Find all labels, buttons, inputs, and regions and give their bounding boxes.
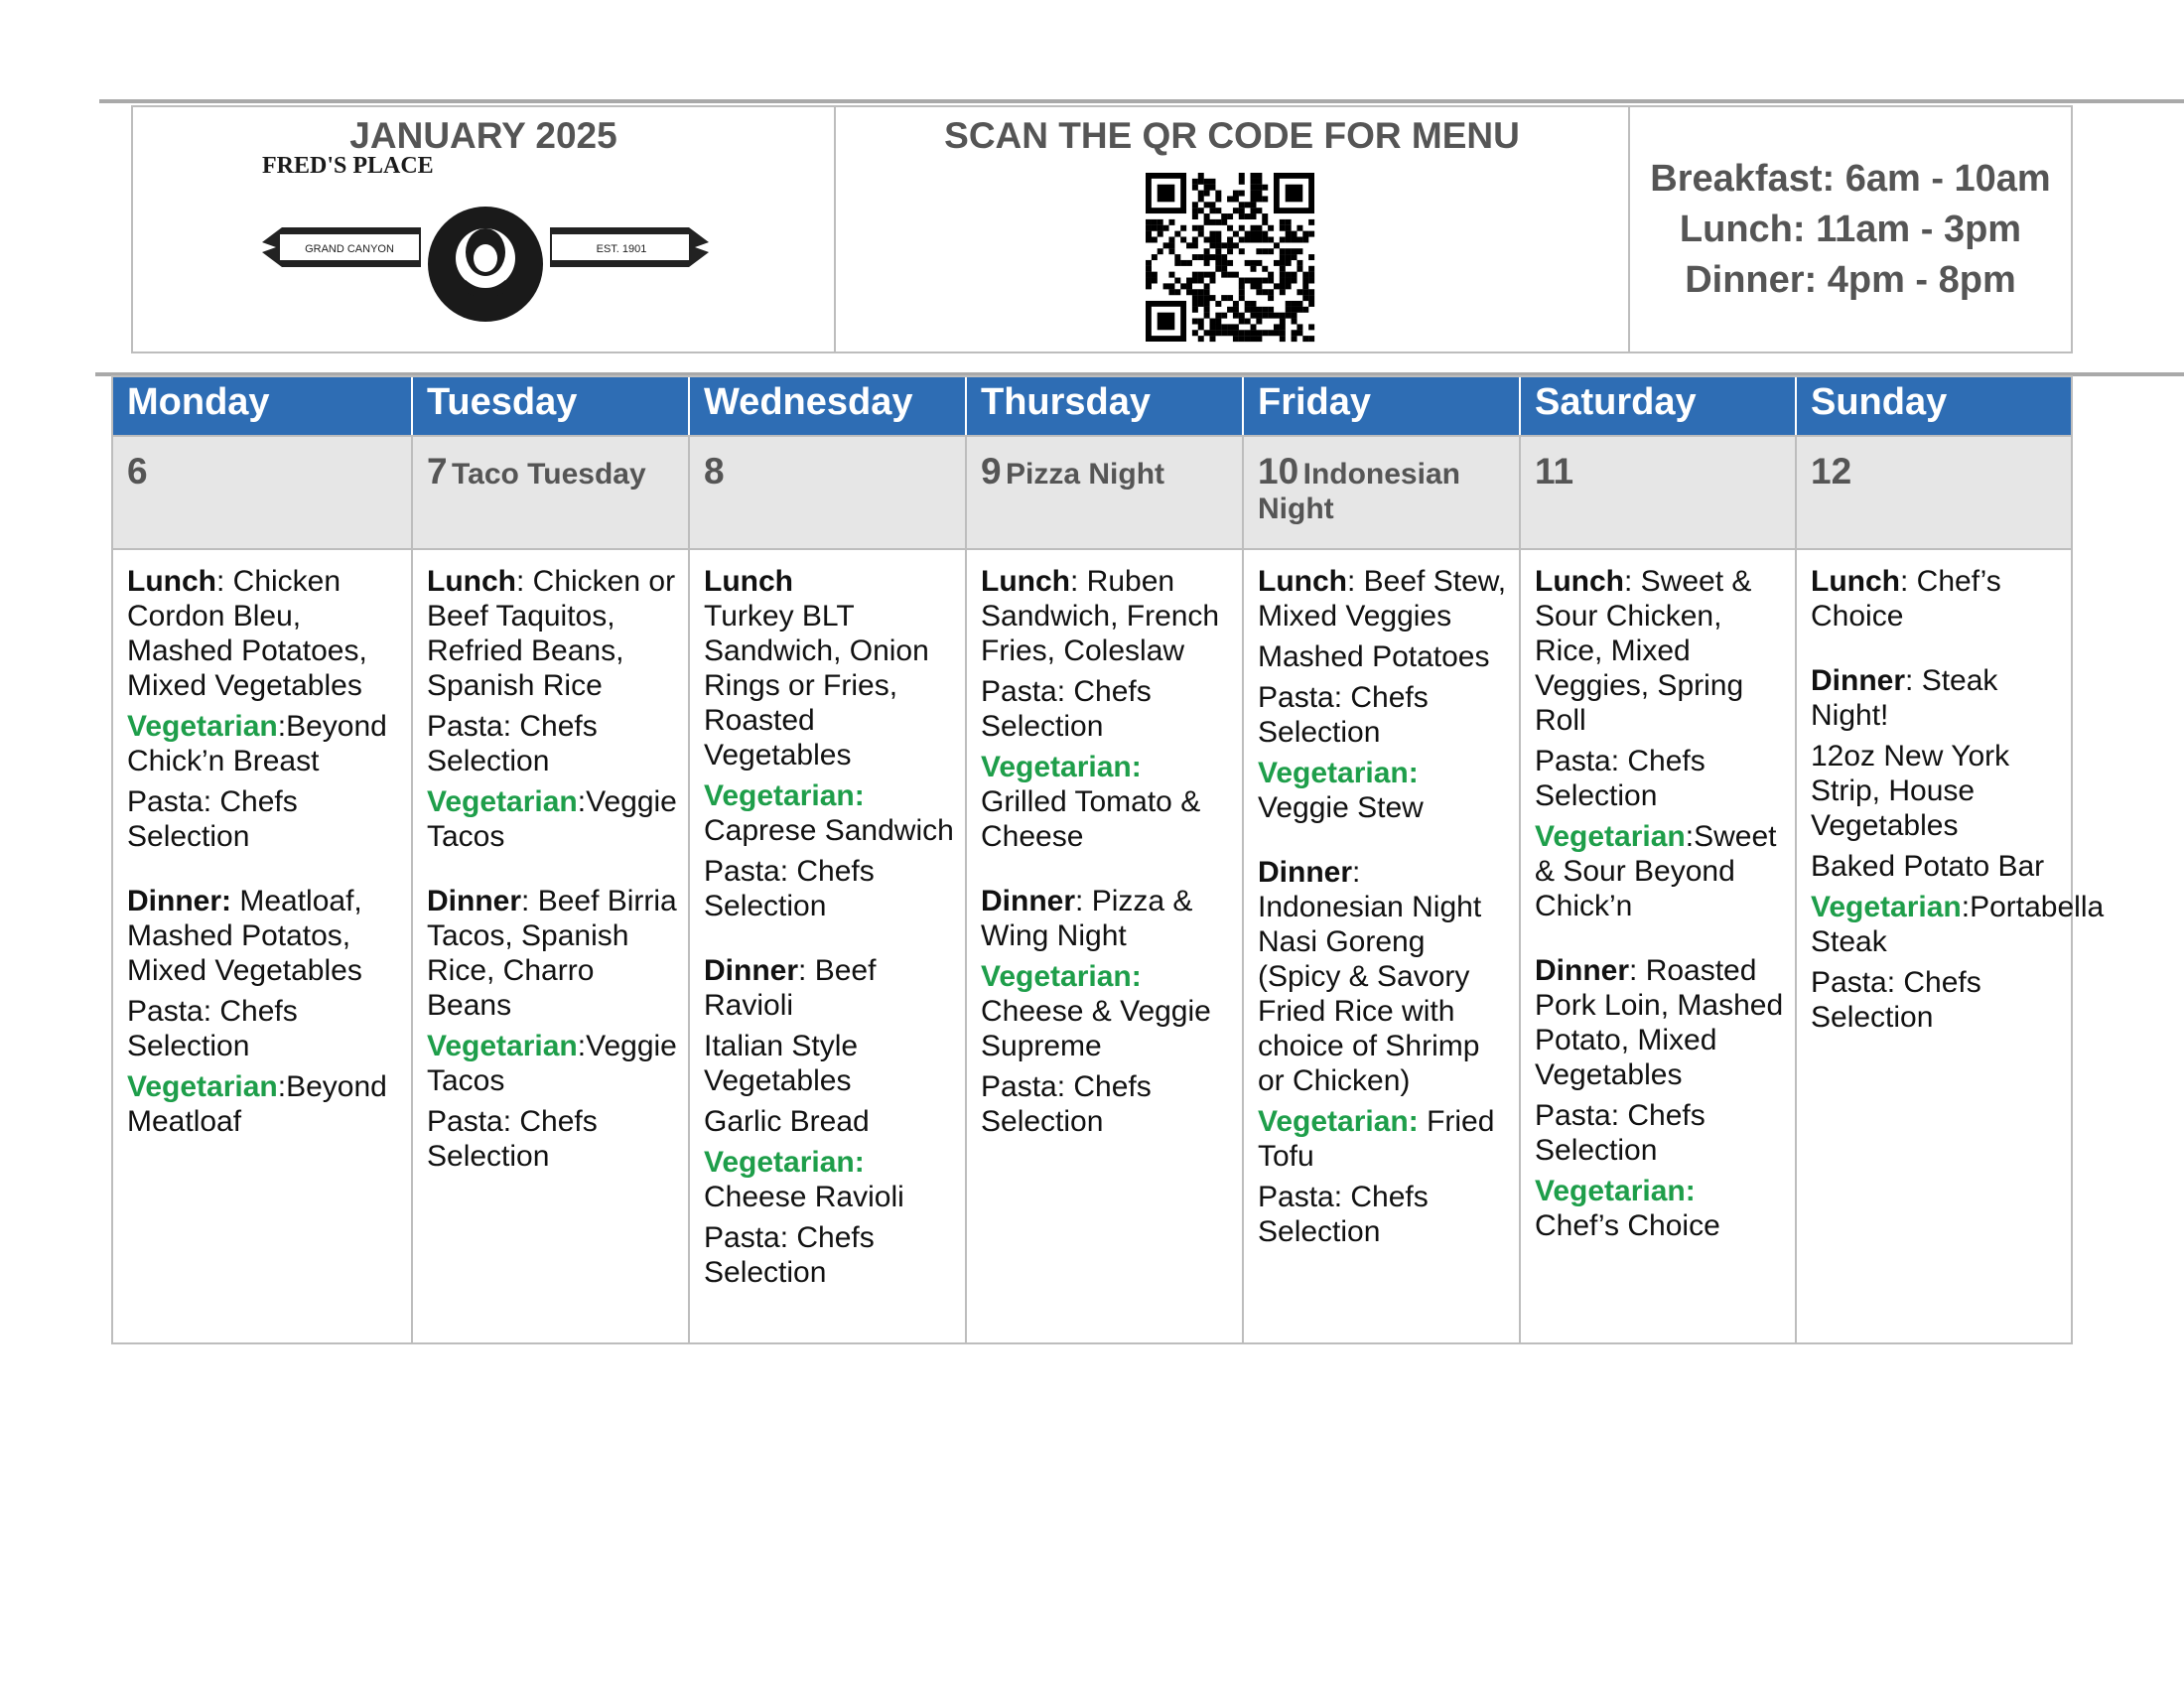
menu-entry-separator: : [1961, 891, 1971, 923]
svg-text:FRED'S PLACE: FRED'S PLACE [262, 153, 434, 179]
menu-entry-text: Fried Tofu [1258, 1105, 1495, 1173]
menu-entry [981, 564, 1232, 668]
menu-entry-text: Roasted Pork Loin, Mashed Potato, Mixed Vegetables [1535, 954, 1784, 1091]
meal-label: Lunch [704, 565, 793, 598]
menu-entry-text: Chef’s Choice [1811, 565, 2001, 633]
day-header-friday: Friday [1244, 377, 1521, 435]
menu-entry-separator: : [1624, 565, 1641, 598]
menu-entry [1258, 1180, 1509, 1249]
menu-entry [1258, 680, 1509, 750]
vegetarian-label: Vegetarian [427, 1030, 578, 1062]
vegetarian-label: Vegetarian: [1535, 1175, 1696, 1207]
menu-entry-separator: : [1900, 565, 1917, 598]
month-title: JANUARY 2025 [349, 115, 617, 156]
menu-entry-text: Pizza & Wing Night [981, 885, 1193, 952]
menu-entry [981, 674, 1232, 744]
menu-entry-text: Beyond Meatloaf [127, 1070, 387, 1138]
menu-entry-text: Cheese Ravioli [704, 1181, 904, 1213]
menu-entry [981, 1069, 1232, 1139]
vegetarian-label: Vegetarian [1535, 820, 1686, 853]
menu-entry [1535, 1174, 1785, 1243]
menu-entry-text: Sweet & Sour Chicken, Rice, Mixed Veggies, Spring Roll [1535, 565, 1752, 737]
menu-entry [1535, 564, 1785, 738]
qr-code[interactable] [1086, 173, 1374, 342]
date-number: 12 [1811, 451, 1852, 492]
dinner-hours: Dinner: 4pm - 8pm [1685, 258, 2016, 301]
menu-cell-tuesday [413, 550, 690, 1342]
menu-cell-wednesday [690, 550, 967, 1342]
vegetarian-label: Vegetarian: [1258, 757, 1419, 789]
menu-entry [427, 564, 678, 703]
vegetarian-label: Vegetarian: [1258, 1105, 1419, 1138]
menu-entry-text: Pasta: Chefs Selection [127, 995, 298, 1062]
menu-entry [127, 1069, 401, 1139]
date-theme: Indonesian Night [1258, 458, 1460, 525]
menu-entry-text: Beef Stew, Mixed Veggies [1258, 565, 1507, 633]
menu-entry-text: Caprese Sandwich [704, 814, 954, 847]
menu-entry [1811, 739, 2061, 843]
date-cell [113, 437, 413, 548]
meal-label: Lunch [1811, 565, 1900, 598]
menu-entry-text: Pasta: Chefs Selection [427, 1105, 598, 1173]
menu-entry [427, 784, 678, 854]
menu-entry [1258, 564, 1509, 633]
menu-entry-separator: : [521, 885, 538, 917]
menu-entry-text: 12oz New York Strip, House Vegetables [1811, 740, 2010, 842]
menu-entry-text: Turkey BLT Sandwich, Onion Rings or Fries, Roasted Vegetables [704, 600, 929, 772]
meal-label: Lunch [981, 565, 1070, 598]
menu-entry [1811, 965, 2061, 1035]
date-cell [1521, 437, 1797, 548]
menu-entry-text: Italian Style Vegetables [704, 1030, 859, 1097]
month-cell [133, 107, 836, 352]
menu-entry-text: Pasta: Chefs Selection [1535, 1099, 1706, 1167]
menu-entry [704, 854, 955, 923]
date-cell [1244, 437, 1521, 548]
menu-entry [1258, 639, 1509, 674]
menu-entry-text: Pasta: Chefs Selection [1535, 745, 1706, 812]
menu-entry-text: Mashed Potatoes [1258, 640, 1490, 673]
menu-entry-text: Pasta: Chefs Selection [704, 855, 875, 922]
vegetarian-label: Vegetarian [1811, 891, 1962, 923]
menu-entry [127, 564, 401, 703]
qr-title: SCAN THE QR CODE FOR MENU [944, 115, 1520, 156]
menu-entry-text: Pasta: Chefs Selection [704, 1221, 875, 1289]
meal-label: Lunch [1535, 565, 1624, 598]
hours-cell [1630, 107, 2071, 352]
menu-entry-text: Sweet & Sour Beyond Chick’n [1535, 820, 1777, 922]
menu-entry [1811, 663, 2061, 733]
menu-entry [127, 784, 401, 854]
menu-entry-separator: : [1070, 565, 1087, 598]
menu-entry-separator: : [1352, 856, 1361, 889]
menu-entry-text: Portabella Steak [1811, 891, 2105, 958]
weekly-menu-calendar [111, 375, 2105, 1344]
menu-entry-text: Cheese & Veggie Supreme [981, 995, 1211, 1062]
date-cell [690, 437, 967, 548]
menu-entry-separator: : [1629, 954, 1646, 987]
date-cell [1797, 437, 2071, 548]
meal-label: Lunch [427, 565, 516, 598]
menu-entry-separator: : [516, 565, 533, 598]
menu-entry-text: Baked Potato Bar [1811, 850, 2045, 883]
lunch-hours: Lunch: 11am - 3pm [1679, 208, 2022, 250]
menu-entry [427, 1029, 678, 1098]
meal-label: Dinner [1535, 954, 1630, 987]
meal-label: Lunch [1258, 565, 1347, 598]
menu-entry [981, 884, 1232, 953]
menu-entry-text: Meatloaf, Mashed Potatos, Mixed Vegetables [127, 885, 362, 987]
menu-entry-text: Veggie Tacos [427, 1030, 677, 1097]
day-header-thursday: Thursday [967, 377, 1244, 435]
menu-row [113, 550, 2105, 1342]
vegetarian-label: Vegetarian: [981, 751, 1142, 783]
menu-entry [1811, 890, 2105, 959]
vegetarian-label: Vegetarian: [981, 960, 1142, 993]
date-cell [967, 437, 1244, 548]
menu-entry [704, 1104, 955, 1139]
menu-entry [1535, 819, 1785, 923]
menu-entry-text: Pasta: Chefs Selection [981, 1070, 1152, 1138]
menu-entry [127, 994, 401, 1063]
meal-label: Dinner: [127, 885, 231, 917]
menu-entry [1535, 744, 1785, 813]
menu-entry-separator: : [798, 954, 815, 987]
menu-entry-text: Chicken Cordon Bleu, Mashed Potatoes, Mixed Vegetables [127, 565, 367, 702]
menu-cell-friday [1244, 550, 1521, 1342]
menu-entry-text: Beyond Chick’n Breast [127, 710, 387, 777]
menu-entry [1258, 855, 1509, 1098]
qr-cell [836, 107, 1630, 352]
menu-entry-text: Pasta: Chefs Selection [427, 710, 598, 777]
date-number: 9 [981, 451, 1002, 492]
menu-entry-separator: : [1905, 664, 1922, 697]
meal-label: Lunch [127, 565, 216, 598]
menu-entry-text: Pasta: Chefs Selection [1258, 1181, 1429, 1248]
menu-entry-text: Steak Night! [1811, 664, 1998, 732]
menu-entry [981, 959, 1232, 1063]
menu-entry [1258, 1104, 1509, 1174]
menu-entry-separator: : [277, 710, 287, 743]
menu-entry-separator: : [277, 1070, 287, 1103]
menu-entry-text: Beef Ravioli [704, 954, 877, 1022]
menu-entry [704, 1220, 955, 1290]
menu-cell-thursday [967, 550, 1244, 1342]
date-number: 6 [127, 451, 148, 492]
top-rule [99, 99, 2184, 103]
menu-entry [704, 953, 955, 1023]
menu-entry [427, 884, 678, 1023]
meal-label: Dinner [704, 954, 799, 987]
menu-entry-text: Chicken or Beef Taquitos, Refried Beans, Spanish Rice [427, 565, 676, 702]
menu-entry-text: Garlic Bread [704, 1105, 870, 1138]
menu-entry-separator: : [1075, 885, 1092, 917]
vegetarian-label: Vegetarian: [704, 779, 865, 812]
menu-cell-sunday [1797, 550, 2105, 1342]
menu-entry-text: Veggie Stew [1258, 791, 1424, 824]
menu-entry-text: Chef’s Choice [1535, 1209, 1720, 1242]
menu-entry-text: Indonesian Night Nasi Goreng (Spicy & Savory Fried Rice with choice of Shrimp or Chicken) [1258, 891, 1482, 1097]
freds-place-logo [262, 153, 709, 322]
menu-entry-separator [1419, 1105, 1427, 1138]
menu-entry [981, 750, 1232, 854]
svg-text:GRAND CANYON: GRAND CANYON [305, 243, 394, 255]
meal-label: Dinner [1811, 664, 1906, 697]
date-number: 10 [1258, 451, 1299, 492]
menu-entry [704, 778, 955, 848]
menu-entry [704, 564, 955, 773]
menu-entry [1811, 564, 2061, 633]
date-cell [413, 437, 690, 548]
date-theme: Pizza Night [1006, 458, 1165, 491]
day-header-sunday: Sunday [1811, 381, 1948, 423]
date-number: 8 [704, 451, 725, 492]
menu-cell-monday [113, 550, 413, 1342]
meal-label: Dinner [427, 885, 522, 917]
day-header-monday: Monday [113, 377, 413, 435]
menu-entry-separator: : [1685, 820, 1695, 853]
menu-entry-text: Pasta: Chefs Selection [127, 785, 298, 853]
menu-entry [1258, 756, 1509, 825]
menu-entry-text: Pasta: Chefs Selection [1258, 681, 1429, 749]
menu-entry-separator: : [1347, 565, 1364, 598]
header-box [131, 105, 2073, 353]
menu-entry [427, 1104, 678, 1174]
date-row [113, 435, 2071, 550]
breakfast-hours: Breakfast: 6am - 10am [1650, 157, 2051, 200]
menu-entry-text: Pasta: Chefs Selection [1811, 966, 1981, 1034]
vegetarian-label: Vegetarian [127, 710, 278, 743]
vegetarian-label: Vegetarian: [704, 1146, 865, 1179]
menu-entry-text: Grilled Tomato & Cheese [981, 785, 1201, 853]
menu-entry-text: Beef Birria Tacos, Spanish Rice, Charro Beans [427, 885, 677, 1022]
day-header-tuesday: Tuesday [413, 377, 690, 435]
menu-entry-separator: : [216, 565, 233, 598]
menu-entry [1535, 1098, 1785, 1168]
vegetarian-label: Vegetarian [127, 1070, 278, 1103]
meal-label: Dinner [1258, 856, 1353, 889]
day-header-wednesday: Wednesday [690, 377, 967, 435]
date-number: 7 [427, 451, 448, 492]
menu-entry-separator: : [577, 1030, 587, 1062]
date-theme: Taco Tuesday [452, 458, 646, 491]
menu-entry-text: Pasta: Chefs Selection [981, 675, 1152, 743]
menu-entry-separator: : [577, 785, 587, 818]
svg-text:EST. 1901: EST. 1901 [596, 243, 647, 255]
menu-entry [127, 709, 401, 778]
day-header-row [113, 377, 2071, 435]
vegetarian-label: Vegetarian [427, 785, 578, 818]
meal-label: Dinner [981, 885, 1076, 917]
menu-entry-text: Ruben Sandwich, French Fries, Coleslaw [981, 565, 1220, 667]
menu-entry [127, 884, 401, 988]
menu-entry [1811, 849, 2061, 884]
menu-entry [704, 1145, 955, 1214]
menu-entry [704, 1029, 955, 1098]
menu-entry [1535, 953, 1785, 1092]
menu-entry [427, 709, 678, 778]
day-header-saturday: Saturday [1521, 377, 1797, 435]
menu-cell-saturday [1521, 550, 1797, 1342]
menu-entry-text: Veggie Tacos [427, 785, 677, 853]
date-number: 11 [1535, 451, 1574, 492]
